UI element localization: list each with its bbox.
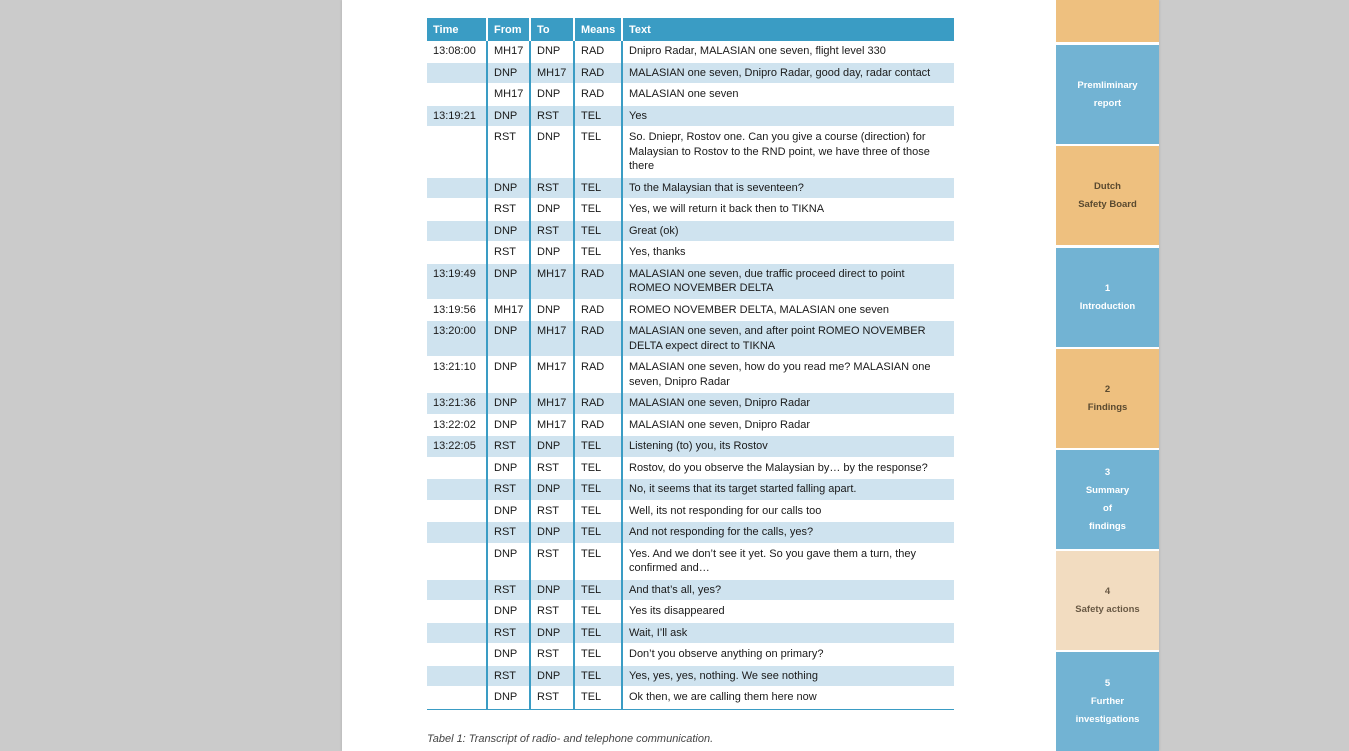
cell-time — [427, 127, 487, 178]
cell-from: DNP — [487, 105, 530, 127]
section-tab-label: Premliminary — [1077, 79, 1138, 91]
table-row — [427, 665, 954, 687]
cell-to: DNP — [530, 579, 574, 601]
cell-from: RST — [487, 199, 530, 221]
cell-time: 13:19:21 — [427, 105, 487, 127]
transcript-table — [427, 18, 954, 709]
cell-to: RST — [530, 543, 574, 579]
cell-means: TEL — [574, 500, 622, 522]
cell-means: TEL — [574, 522, 622, 544]
cell-time: 13:21:10 — [427, 357, 487, 393]
table-row — [427, 220, 954, 242]
cell-time — [427, 601, 487, 623]
section-tab-label: Summary — [1085, 484, 1130, 496]
cell-means: TEL — [574, 479, 622, 501]
table-row — [427, 263, 954, 299]
cell-time — [427, 242, 487, 264]
table-row — [427, 644, 954, 666]
cell-means: RAD — [574, 62, 622, 84]
cell-to: RST — [530, 220, 574, 242]
cell-time — [427, 665, 487, 687]
table-row — [427, 543, 954, 579]
cell-time — [427, 84, 487, 106]
table-header-row — [427, 18, 954, 41]
cell-means: TEL — [574, 127, 622, 178]
cell-means: TEL — [574, 687, 622, 709]
table-row — [427, 393, 954, 415]
cell-text: Yes — [622, 105, 954, 127]
cell-to: DNP — [530, 299, 574, 321]
cell-from: RST — [487, 579, 530, 601]
cell-means: TEL — [574, 177, 622, 199]
cell-to: MH17 — [530, 263, 574, 299]
cell-means: RAD — [574, 84, 622, 106]
cell-time — [427, 687, 487, 709]
cell-from: DNP — [487, 62, 530, 84]
cell-text: Yes, yes, yes, nothing. We see nothing — [622, 665, 954, 687]
cell-time — [427, 622, 487, 644]
cell-from: DNP — [487, 500, 530, 522]
section-tab-label: report — [1093, 97, 1122, 109]
table-bottom-rule — [427, 709, 954, 710]
cell-time — [427, 479, 487, 501]
cell-text: MALASIAN one seven, Dnipro Radar — [622, 414, 954, 436]
cell-from: MH17 — [487, 84, 530, 106]
section-tab-2[interactable] — [1056, 146, 1159, 245]
table-row — [427, 299, 954, 321]
section-tab-5[interactable] — [1056, 450, 1159, 549]
cell-time — [427, 543, 487, 579]
section-tab-label: 5 — [1104, 677, 1111, 689]
cell-from: DNP — [487, 177, 530, 199]
cell-to: MH17 — [530, 357, 574, 393]
cell-text: Yes. And we don’t see it yet. So you gave them a turn, they confirmed and… — [622, 543, 954, 579]
cell-time — [427, 522, 487, 544]
cell-text: No, it seems that its target started falling apart. — [622, 479, 954, 501]
cell-from: RST — [487, 479, 530, 501]
cell-text: And not responding for the calls, yes? — [622, 522, 954, 544]
cell-text: And that’s all, yes? — [622, 579, 954, 601]
section-tab-label: Findings — [1087, 401, 1128, 413]
table-row — [427, 500, 954, 522]
cell-text: MALASIAN one seven, Dnipro Radar, good day, radar contact — [622, 62, 954, 84]
cell-means: TEL — [574, 622, 622, 644]
table-row — [427, 687, 954, 709]
section-tab-7[interactable] — [1056, 652, 1159, 751]
cell-time: 13:21:36 — [427, 393, 487, 415]
transcript-table-wrap — [427, 18, 954, 710]
table-body — [427, 41, 954, 708]
cell-from: DNP — [487, 543, 530, 579]
header-time: Time — [427, 18, 487, 41]
cell-time: 13:19:56 — [427, 299, 487, 321]
section-tab-label: Introduction — [1079, 300, 1136, 312]
section-tab-label: 1 — [1104, 282, 1111, 294]
section-tab-label: 2 — [1104, 383, 1111, 395]
cell-text: Wait, I’ll ask — [622, 622, 954, 644]
cell-to: MH17 — [530, 321, 574, 357]
cell-text: Listening (to) you, its Rostov — [622, 436, 954, 458]
section-tab-label: of — [1103, 502, 1112, 514]
cell-means: RAD — [574, 321, 622, 357]
cell-means: TEL — [574, 665, 622, 687]
table-row — [427, 242, 954, 264]
cell-time — [427, 199, 487, 221]
cell-time — [427, 644, 487, 666]
table-row — [427, 579, 954, 601]
table-row — [427, 105, 954, 127]
cell-to: DNP — [530, 479, 574, 501]
section-tab-label: investigations — [1075, 713, 1140, 725]
cell-from: DNP — [487, 263, 530, 299]
cell-means: RAD — [574, 393, 622, 415]
section-tab-4[interactable] — [1056, 349, 1159, 448]
cell-to: RST — [530, 687, 574, 709]
cell-to: RST — [530, 177, 574, 199]
cell-means: RAD — [574, 263, 622, 299]
header-text: Text — [622, 18, 954, 41]
table-row — [427, 622, 954, 644]
cell-means: RAD — [574, 357, 622, 393]
table-row — [427, 357, 954, 393]
cell-text: Yes its disappeared — [622, 601, 954, 623]
section-tab-label: 4 — [1104, 585, 1111, 597]
cell-to: RST — [530, 105, 574, 127]
table-row — [427, 177, 954, 199]
cell-to: DNP — [530, 665, 574, 687]
table-row — [427, 522, 954, 544]
cell-from: DNP — [487, 414, 530, 436]
cell-from: MH17 — [487, 41, 530, 62]
cell-to: DNP — [530, 41, 574, 62]
cell-text: Great (ok) — [622, 220, 954, 242]
cell-text: Dnipro Radar, MALASIAN one seven, flight level 330 — [622, 41, 954, 62]
cell-time — [427, 62, 487, 84]
cell-to: RST — [530, 500, 574, 522]
cell-text: Rostov, do you observe the Malaysian by… by the response? — [622, 457, 954, 479]
cell-from: DNP — [487, 601, 530, 623]
cell-to: DNP — [530, 436, 574, 458]
table-row — [427, 199, 954, 221]
cell-text: To the Malaysian that is seventeen? — [622, 177, 954, 199]
section-tab-label: findings — [1089, 520, 1126, 532]
section-tab-label: Further — [1090, 695, 1125, 707]
cell-to: DNP — [530, 84, 574, 106]
cell-time — [427, 220, 487, 242]
cell-text: MALASIAN one seven, due traffic proceed direct to point ROMEO NOVEMBER DELTA — [622, 263, 954, 299]
cell-to: RST — [530, 457, 574, 479]
cell-from: DNP — [487, 220, 530, 242]
section-tab-6[interactable] — [1056, 551, 1159, 650]
cell-from: DNP — [487, 357, 530, 393]
cell-means: TEL — [574, 199, 622, 221]
cell-to: DNP — [530, 199, 574, 221]
cell-text: Yes, we will return it back then to TIKNA — [622, 199, 954, 221]
cell-from: DNP — [487, 457, 530, 479]
cell-to: DNP — [530, 127, 574, 178]
cell-to: RST — [530, 644, 574, 666]
table-row — [427, 479, 954, 501]
cell-time: 13:22:05 — [427, 436, 487, 458]
table-row — [427, 436, 954, 458]
cell-means: TEL — [574, 579, 622, 601]
section-tab-label: Dutch — [1094, 180, 1121, 192]
cell-means: RAD — [574, 299, 622, 321]
cell-from: RST — [487, 242, 530, 264]
section-tabs — [1056, 0, 1159, 751]
table-row — [427, 601, 954, 623]
cell-text: Well, its not responding for our calls too — [622, 500, 954, 522]
cell-from: RST — [487, 127, 530, 178]
cell-time: 13:08:00 — [427, 41, 487, 62]
table-row — [427, 127, 954, 178]
cell-to: RST — [530, 601, 574, 623]
cell-to: DNP — [530, 522, 574, 544]
cell-text: Yes, thanks — [622, 242, 954, 264]
cell-to: DNP — [530, 622, 574, 644]
cell-time — [427, 500, 487, 522]
cell-from: MH17 — [487, 299, 530, 321]
cell-to: MH17 — [530, 62, 574, 84]
cell-time: 13:22:02 — [427, 414, 487, 436]
cell-from: DNP — [487, 393, 530, 415]
cell-means: TEL — [574, 644, 622, 666]
cell-to: MH17 — [530, 393, 574, 415]
section-tab-3[interactable] — [1056, 248, 1159, 347]
cell-time — [427, 579, 487, 601]
table-row — [427, 84, 954, 106]
cell-from: RST — [487, 522, 530, 544]
cell-from: DNP — [487, 644, 530, 666]
cell-means: TEL — [574, 242, 622, 264]
section-tab-label: Safety actions — [1075, 603, 1140, 615]
cell-text: Don’t you observe anything on primary? — [622, 644, 954, 666]
cell-text: So. Dniepr, Rostov one. Can you give a course (direction) for Malaysian to Rostov to the RND point, we have three of those there — [622, 127, 954, 178]
cell-text: MALASIAN one seven, Dnipro Radar — [622, 393, 954, 415]
table-row — [427, 457, 954, 479]
cell-from: RST — [487, 622, 530, 644]
document-page — [342, 0, 1159, 751]
header-means: Means — [574, 18, 622, 41]
cell-text: MALASIAN one seven — [622, 84, 954, 106]
table-row — [427, 62, 954, 84]
cell-text: Ok then, we are calling them here now — [622, 687, 954, 709]
cell-from: RST — [487, 665, 530, 687]
cell-time: 13:20:00 — [427, 321, 487, 357]
header-to: To — [530, 18, 574, 41]
cell-text: MALASIAN one seven, how do you read me? MALASIAN one seven, Dnipro Radar — [622, 357, 954, 393]
cell-means: TEL — [574, 543, 622, 579]
cell-means: TEL — [574, 436, 622, 458]
table-caption: Tabel 1: Transcript of radio- and telephone communication. — [427, 733, 714, 745]
section-tab-label: 3 — [1104, 466, 1111, 478]
cell-time: 13:19:49 — [427, 263, 487, 299]
cell-means: RAD — [574, 414, 622, 436]
table-row — [427, 321, 954, 357]
cell-time — [427, 177, 487, 199]
cell-from: DNP — [487, 687, 530, 709]
section-tab-1[interactable] — [1056, 45, 1159, 144]
cell-means: TEL — [574, 457, 622, 479]
cell-to: MH17 — [530, 414, 574, 436]
header-from: From — [487, 18, 530, 41]
cell-means: RAD — [574, 41, 622, 62]
cell-time — [427, 457, 487, 479]
cell-means: TEL — [574, 601, 622, 623]
cell-from: DNP — [487, 321, 530, 357]
table-row — [427, 41, 954, 62]
cell-means: TEL — [574, 105, 622, 127]
cell-means: TEL — [574, 220, 622, 242]
cell-text: ROMEO NOVEMBER DELTA, MALASIAN one seven — [622, 299, 954, 321]
table-row — [427, 414, 954, 436]
section-tab-label: Safety Board — [1078, 198, 1137, 210]
cell-to: DNP — [530, 242, 574, 264]
section-tab-0[interactable] — [1056, 0, 1159, 42]
cell-text: MALASIAN one seven, and after point ROMEO NOVEMBER DELTA expect direct to TIKNA — [622, 321, 954, 357]
cell-from: RST — [487, 436, 530, 458]
